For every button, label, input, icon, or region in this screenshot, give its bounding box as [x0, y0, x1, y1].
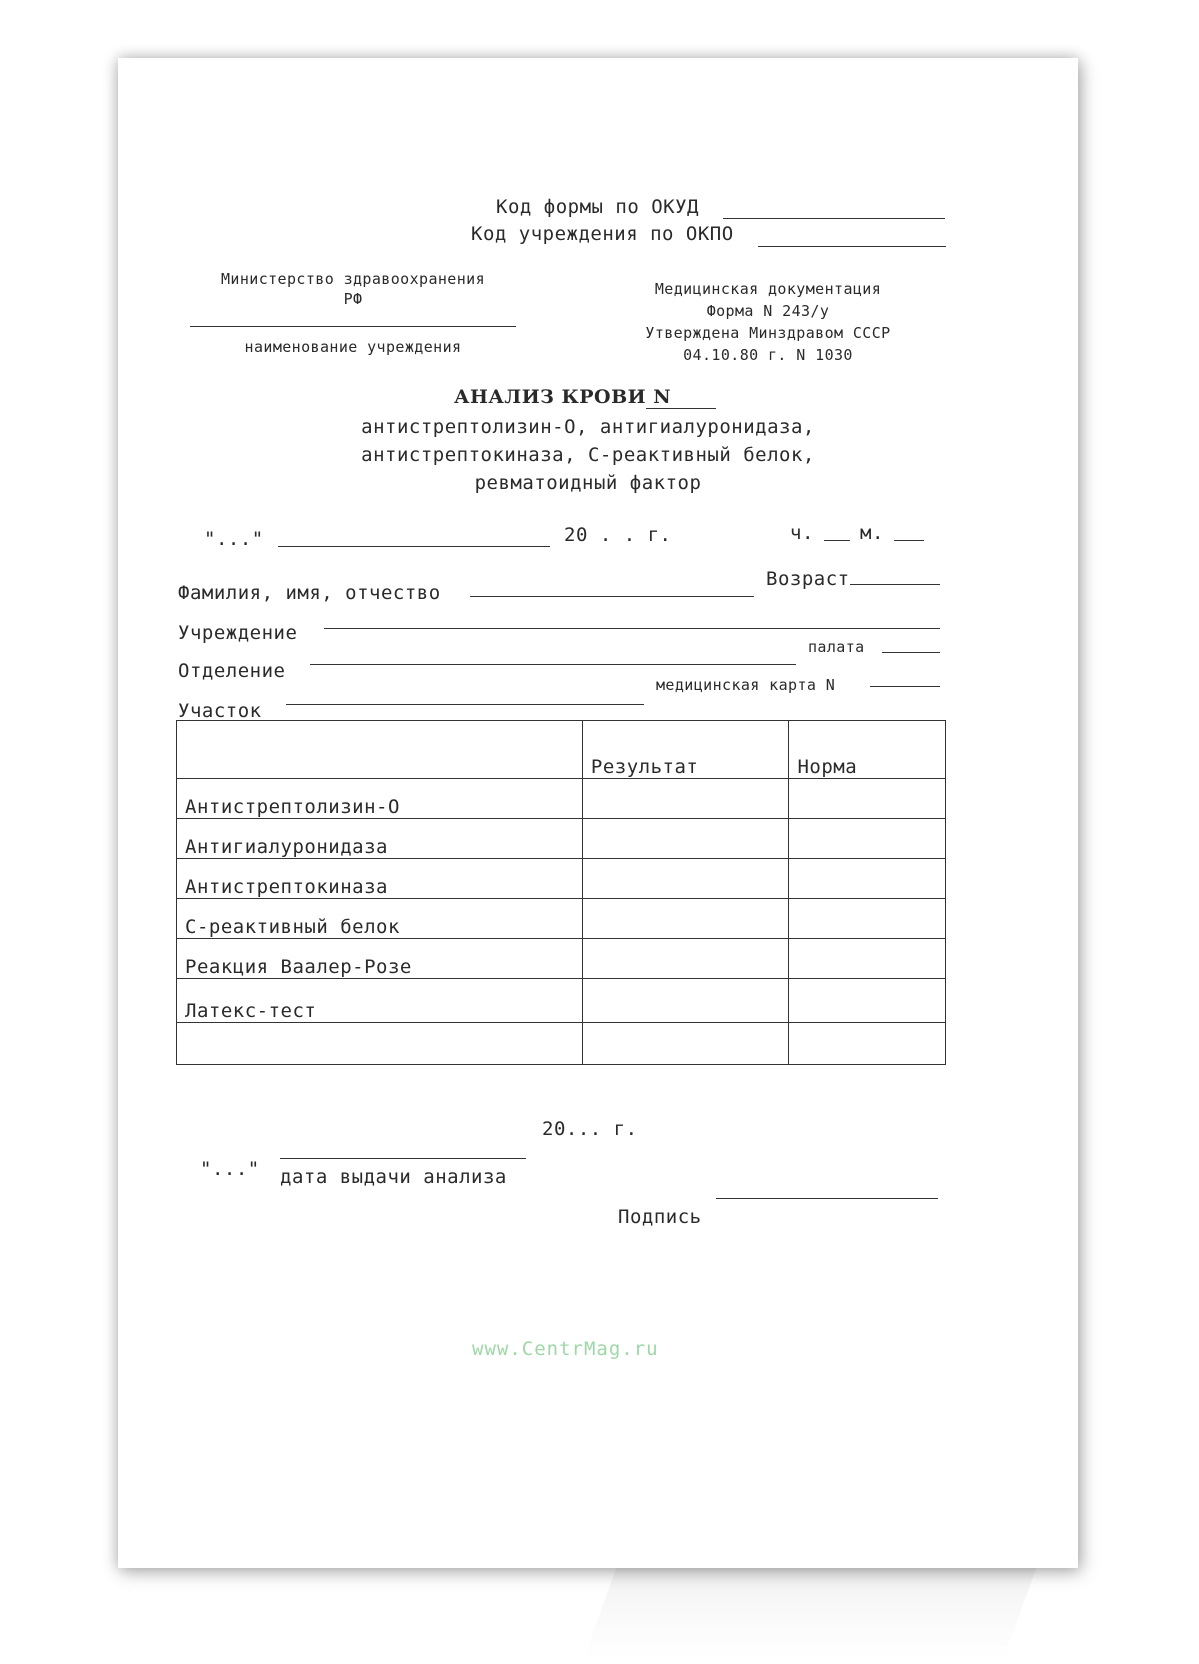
- fio-line: [470, 596, 754, 597]
- table-row: [177, 1023, 946, 1065]
- issue-date-caption: дата выдачи анализа: [280, 1166, 507, 1188]
- test-name-cell: Антигиалуронидаза: [177, 819, 583, 859]
- header-cell-norm: Норма: [789, 721, 946, 779]
- form-sheet: [118, 58, 1078, 1568]
- result-cell[interactable]: [582, 939, 789, 979]
- empty-cell: [789, 1023, 946, 1065]
- norm-cell[interactable]: [789, 779, 946, 819]
- med-doc-line4: 04.10.80 г. N 1030: [683, 346, 853, 364]
- department-label: Отделение: [178, 660, 286, 682]
- institution-field-line: [324, 628, 940, 629]
- med-doc-line3: Утверждена Минздравом СССР: [645, 324, 891, 342]
- hour-line: [824, 540, 850, 541]
- age-line: [850, 584, 940, 585]
- date-day-quote: "...": [204, 528, 264, 550]
- age-label: Возраст: [766, 568, 850, 590]
- minute-label: м.: [860, 522, 884, 544]
- table-row: [177, 939, 946, 979]
- subtitle-line3: ревматоидный фактор: [474, 472, 702, 494]
- signature-line: [716, 1198, 938, 1199]
- med-doc-line1: Медицинская документация: [654, 280, 882, 298]
- result-cell[interactable]: [582, 819, 789, 859]
- result-cell[interactable]: [582, 779, 789, 819]
- results-table: [176, 720, 946, 1065]
- result-cell[interactable]: [582, 899, 789, 939]
- ministry-line1: Министерство здравоохранения: [220, 270, 486, 288]
- ward-line: [882, 652, 940, 653]
- date-month-line: [278, 546, 550, 547]
- norm-cell[interactable]: [789, 859, 946, 899]
- norm-cell[interactable]: [789, 939, 946, 979]
- test-name-cell: Антистрептолизин-О: [177, 779, 583, 819]
- header-cell-name: [177, 721, 583, 779]
- med-card-label: медицинская карта N: [656, 676, 836, 694]
- test-name-cell: Антистрептокиназа: [177, 859, 583, 899]
- watermark-text: www.CentrMag.ru: [472, 1338, 659, 1360]
- med-card-line: [870, 686, 940, 687]
- table-header-row: [177, 721, 946, 779]
- okud-line: [723, 218, 945, 219]
- institution-field-label: Учреждение: [178, 622, 298, 644]
- test-name-cell: С-реактивный белок: [177, 899, 583, 939]
- subtitle-line2: антистрептокиназа, С-реактивный белок,: [361, 444, 815, 466]
- empty-cell: [582, 1023, 789, 1065]
- institution-caption: наименование учреждения: [244, 338, 462, 356]
- test-name-cell: Латекс-тест: [177, 979, 583, 1023]
- ministry-line2: РФ: [343, 290, 363, 308]
- footer-year: 20... г.: [542, 1118, 638, 1140]
- table-row: [177, 819, 946, 859]
- minute-line: [894, 540, 924, 541]
- sheet-reflection: [584, 1568, 1037, 1658]
- norm-cell[interactable]: [789, 819, 946, 859]
- subtitle-line1: антистрептолизин-О, антигиалуронидаза,: [361, 416, 815, 438]
- med-doc-line2: Форма N 243/у: [706, 302, 830, 320]
- okpo-line: [758, 246, 946, 247]
- hour-label: ч.: [790, 522, 814, 544]
- norm-cell[interactable]: [789, 899, 946, 939]
- institution-line: [190, 326, 516, 327]
- footer-day-quote: "...": [200, 1158, 260, 1180]
- table-row: [177, 979, 946, 1023]
- signature-label: Подпись: [618, 1206, 702, 1228]
- table-row: [177, 899, 946, 939]
- header-cell-result: Результат: [582, 721, 789, 779]
- fio-label: Фамилия, имя, отчество: [178, 582, 441, 604]
- table-row: [177, 859, 946, 899]
- district-label: Участок: [178, 700, 262, 722]
- empty-cell: [177, 1023, 583, 1065]
- result-cell[interactable]: [582, 979, 789, 1023]
- date-year: 20 . . г.: [564, 524, 672, 546]
- issue-date-line: [280, 1158, 526, 1159]
- test-name-cell: Реакция Ваалер-Розе: [177, 939, 583, 979]
- table-row: [177, 779, 946, 819]
- department-line: [310, 664, 796, 665]
- result-cell[interactable]: [582, 859, 789, 899]
- ward-label: палата: [808, 638, 865, 656]
- analysis-number-line: [646, 408, 716, 409]
- okpo-label: Код учреждения по ОКПО: [471, 223, 734, 245]
- analysis-title: АНАЛИЗ КРОВИ N: [454, 386, 672, 408]
- okud-label: Код формы по ОКУД: [496, 196, 699, 218]
- district-line: [286, 704, 644, 705]
- norm-cell[interactable]: [789, 979, 946, 1023]
